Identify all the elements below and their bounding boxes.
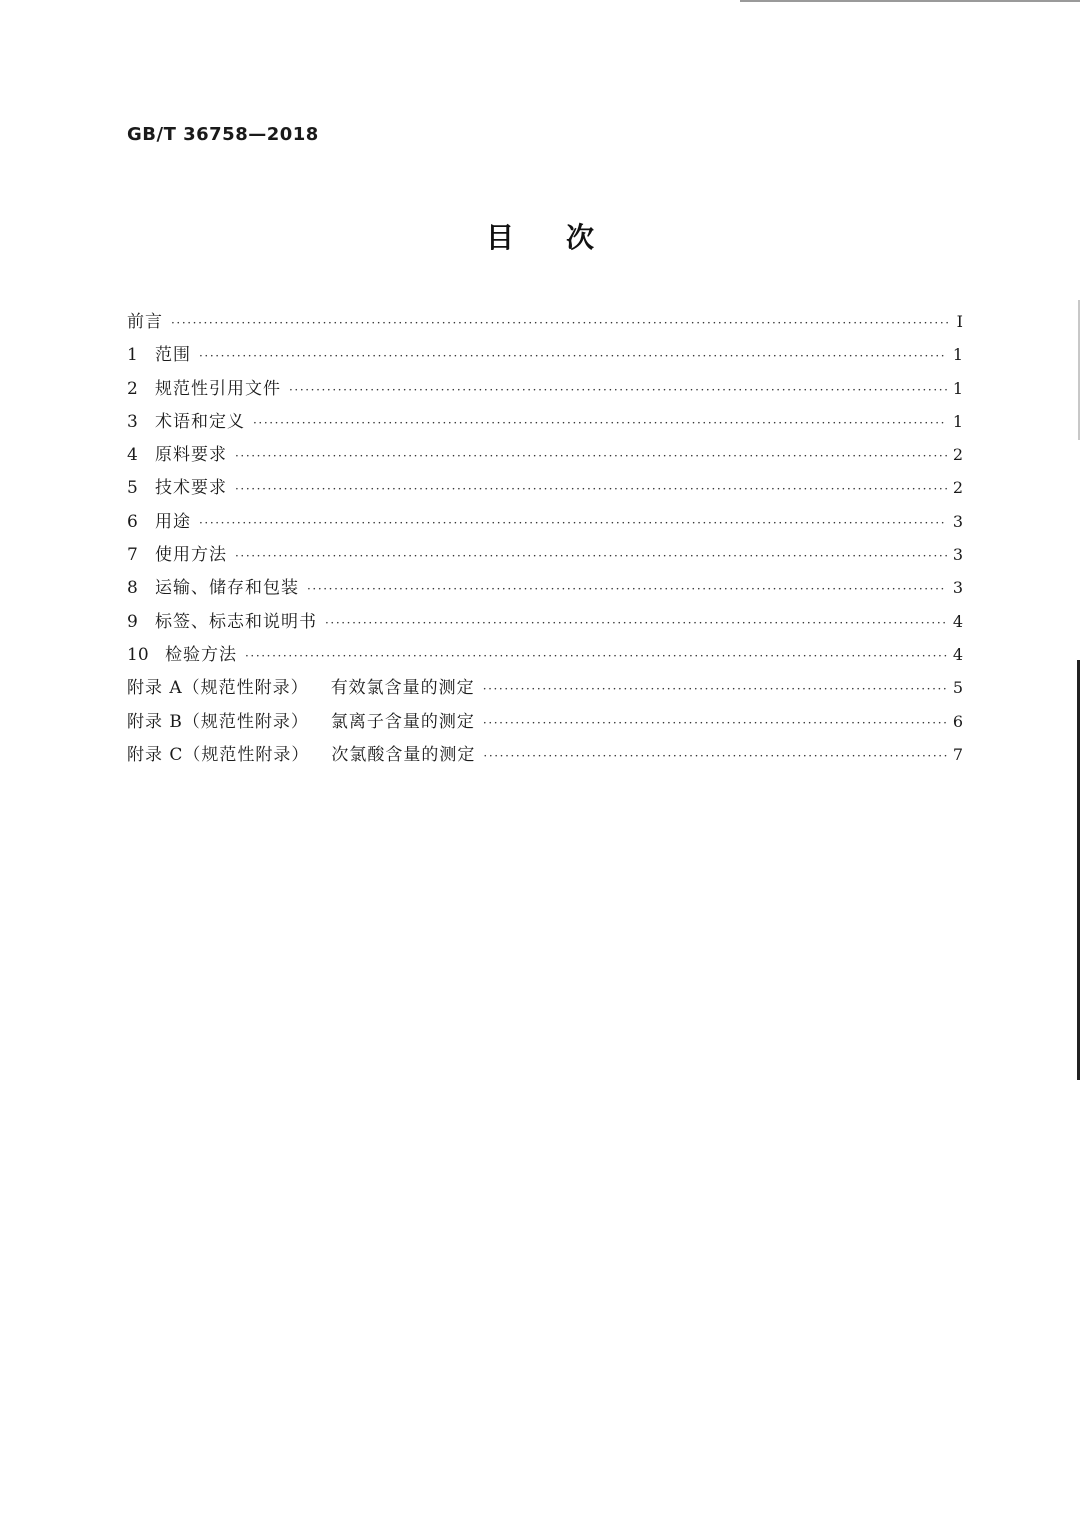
toc-entry-label: 有效氯含量的测定 (330, 678, 475, 699)
toc-entry-label: 用途 (155, 511, 191, 532)
toc-entry-number: 4 (127, 445, 138, 466)
toc-leader-dots (483, 740, 946, 773)
toc-leader-dots (253, 407, 947, 440)
document-code: GB/T 36758—2018 (127, 124, 319, 145)
toc-entry-label: 原料要求 (155, 445, 227, 466)
toc-entry-number: 2 (127, 378, 138, 399)
toc-entry-8[interactable] (127, 571, 963, 604)
toc-entry-page: 5 (952, 678, 963, 698)
toc-entry-page: 7 (952, 744, 963, 764)
toc-entry-label: 氯离子含量的测定 (330, 711, 475, 732)
page-title: 目次 (485, 221, 646, 254)
toc-entry-annex-c[interactable] (127, 738, 963, 771)
toc-leader-dots (171, 307, 949, 340)
toc-annex-prefix: 附录 C（规范性附录） (127, 744, 310, 765)
toc-entry-page: 2 (952, 478, 963, 498)
toc-entry-page: 4 (952, 611, 963, 631)
toc-leader-dots (307, 573, 947, 606)
toc-leader-dots (325, 607, 947, 640)
toc-entry-page: 3 (952, 511, 963, 531)
toc-entry-number: 3 (127, 411, 138, 432)
toc-entry-page: 3 (952, 545, 963, 565)
toc-entry-page: 6 (952, 711, 963, 731)
toc-leader-dots (245, 640, 947, 673)
scan-edge (740, 0, 1080, 2)
toc-entry-page: 1 (952, 345, 963, 365)
toc-entry-annex-a[interactable] (127, 671, 963, 704)
toc-entry-1[interactable] (127, 338, 963, 371)
toc-entry-label: 检验方法 (165, 644, 237, 665)
toc-entry-10[interactable] (127, 638, 963, 671)
toc-leader-dots (483, 707, 947, 740)
toc-entry-4[interactable] (127, 438, 963, 471)
toc-entry-number: 5 (127, 478, 138, 499)
toc-entry-number: 9 (127, 611, 138, 632)
toc-entry-label: 次氯酸含量的测定 (331, 744, 476, 765)
table-of-contents (127, 305, 963, 771)
toc-entry-number: 6 (127, 511, 138, 532)
toc-entry-annex-b[interactable] (127, 705, 963, 738)
toc-leader-dots (199, 507, 947, 540)
toc-entry-page: 2 (952, 445, 963, 465)
toc-entry-page: 1 (952, 378, 963, 398)
toc-entry-number: 7 (127, 545, 138, 566)
toc-entry-9[interactable] (127, 605, 963, 638)
toc-leader-dots (289, 374, 947, 407)
toc-entry-label: 前言 (127, 312, 163, 332)
toc-entry-page: I (956, 312, 963, 331)
toc-entry-3[interactable] (127, 405, 963, 438)
toc-entry-page: 3 (952, 578, 963, 598)
toc-entry-page: 1 (952, 411, 963, 431)
toc-entry-label: 标签、标志和说明书 (155, 611, 317, 632)
toc-leader-dots (235, 540, 947, 573)
toc-leader-dots (235, 440, 947, 473)
toc-entry-7[interactable] (127, 538, 963, 571)
toc-leader-dots (235, 473, 947, 506)
toc-entry-label: 使用方法 (155, 545, 227, 566)
toc-entry-label: 术语和定义 (155, 411, 245, 432)
toc-entry-preface[interactable] (127, 305, 963, 338)
toc-leader-dots (199, 340, 947, 373)
toc-entry-label: 范围 (155, 345, 191, 366)
toc-entry-number: 10 (127, 644, 149, 665)
toc-entry-5[interactable] (127, 471, 963, 504)
toc-entry-label: 规范性引用文件 (155, 378, 281, 399)
toc-annex-prefix: 附录 B（规范性附录） (127, 711, 309, 732)
toc-entry-label: 运输、储存和包装 (155, 578, 299, 599)
toc-entry-number: 8 (127, 578, 138, 599)
toc-entry-page: 4 (952, 644, 963, 664)
toc-entry-label: 技术要求 (155, 478, 227, 499)
toc-annex-prefix: 附录 A（规范性附录） (127, 678, 309, 699)
toc-entry-number: 1 (127, 345, 138, 366)
toc-entry-6[interactable] (127, 505, 963, 538)
toc-entry-2[interactable] (127, 372, 963, 405)
toc-leader-dots (483, 673, 947, 706)
